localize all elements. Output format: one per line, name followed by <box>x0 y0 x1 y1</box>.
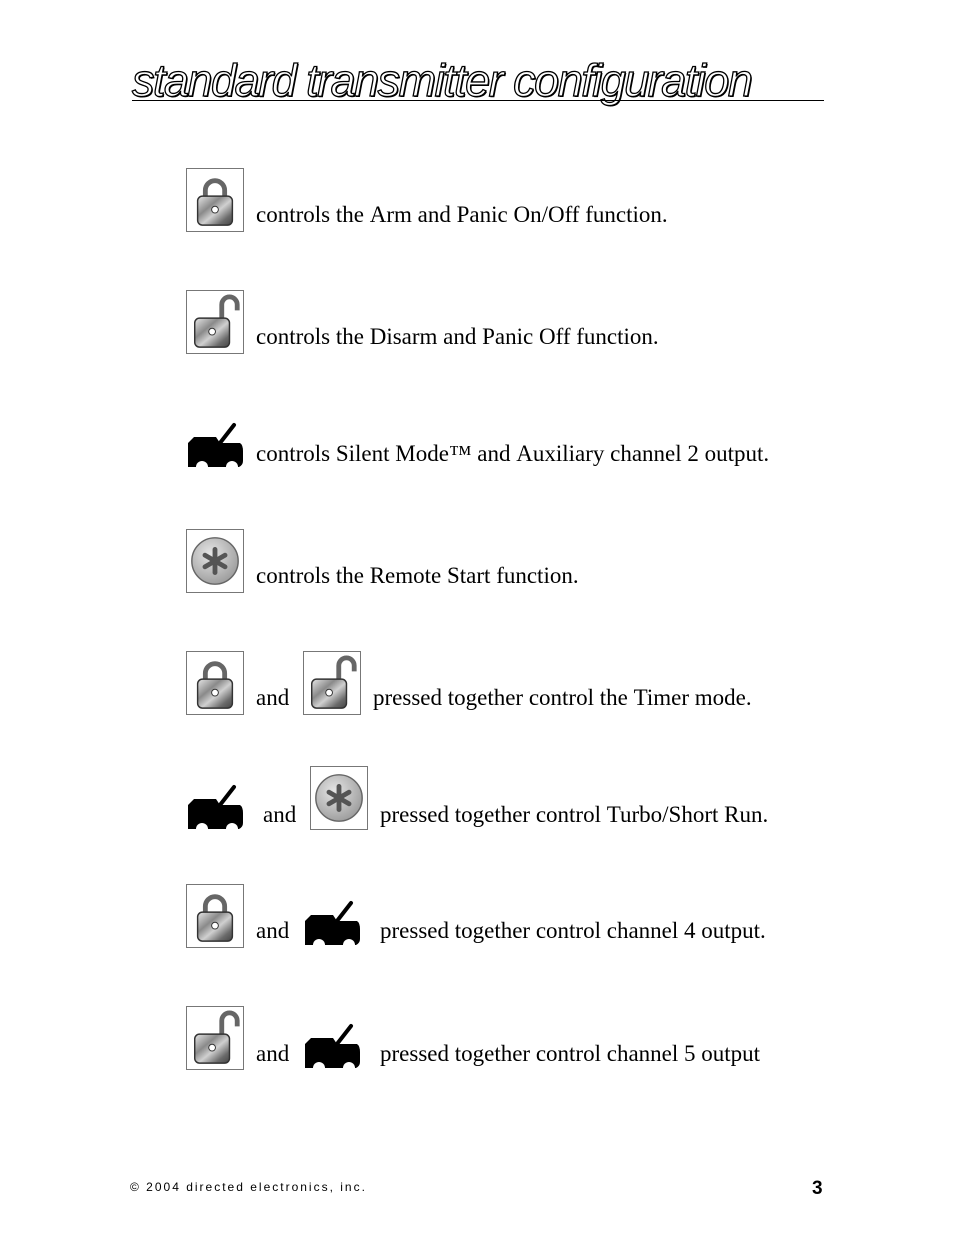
car-trunk-icon <box>303 1021 361 1071</box>
row-1-text: controls the Arm and Panic On/Off function. <box>256 202 668 227</box>
lock-closed-icon <box>186 651 244 715</box>
lock-open-icon <box>303 651 361 715</box>
row-5-text: pressed together control the Timer mode. <box>373 685 752 710</box>
row-4-text: controls the Remote Start function. <box>256 563 579 588</box>
row-3-text: controls Silent Mode™ and Auxiliary channel 2 output. <box>256 441 770 466</box>
row-7-and: and <box>256 918 290 943</box>
asterisk-icon <box>186 529 244 593</box>
lock-closed-icon <box>186 884 244 948</box>
lock-closed-icon <box>186 168 244 232</box>
lock-open-icon <box>186 1006 244 1070</box>
title-underline <box>132 100 824 101</box>
car-trunk-icon <box>186 782 244 832</box>
row-5-and: and <box>256 685 290 710</box>
page-number: 3 <box>812 1178 823 1199</box>
row-6-text: pressed together control Turbo/Short Run. <box>380 802 769 827</box>
page-title: standard transmitter configuration <box>132 55 752 106</box>
lock-open-icon <box>186 290 244 354</box>
asterisk-icon <box>310 766 368 830</box>
car-trunk-icon <box>186 420 244 470</box>
copyright: © 2004 directed electronics, inc. <box>130 1180 367 1194</box>
row-6-and: and <box>263 802 297 827</box>
car-trunk-icon <box>303 898 361 948</box>
row-7-text: pressed together control channel 4 output. <box>380 918 766 943</box>
row-2-text: controls the Disarm and Panic Off function. <box>256 324 659 349</box>
row-8-and: and <box>256 1041 290 1066</box>
row-8-text: pressed together control channel 5 output <box>380 1041 761 1066</box>
